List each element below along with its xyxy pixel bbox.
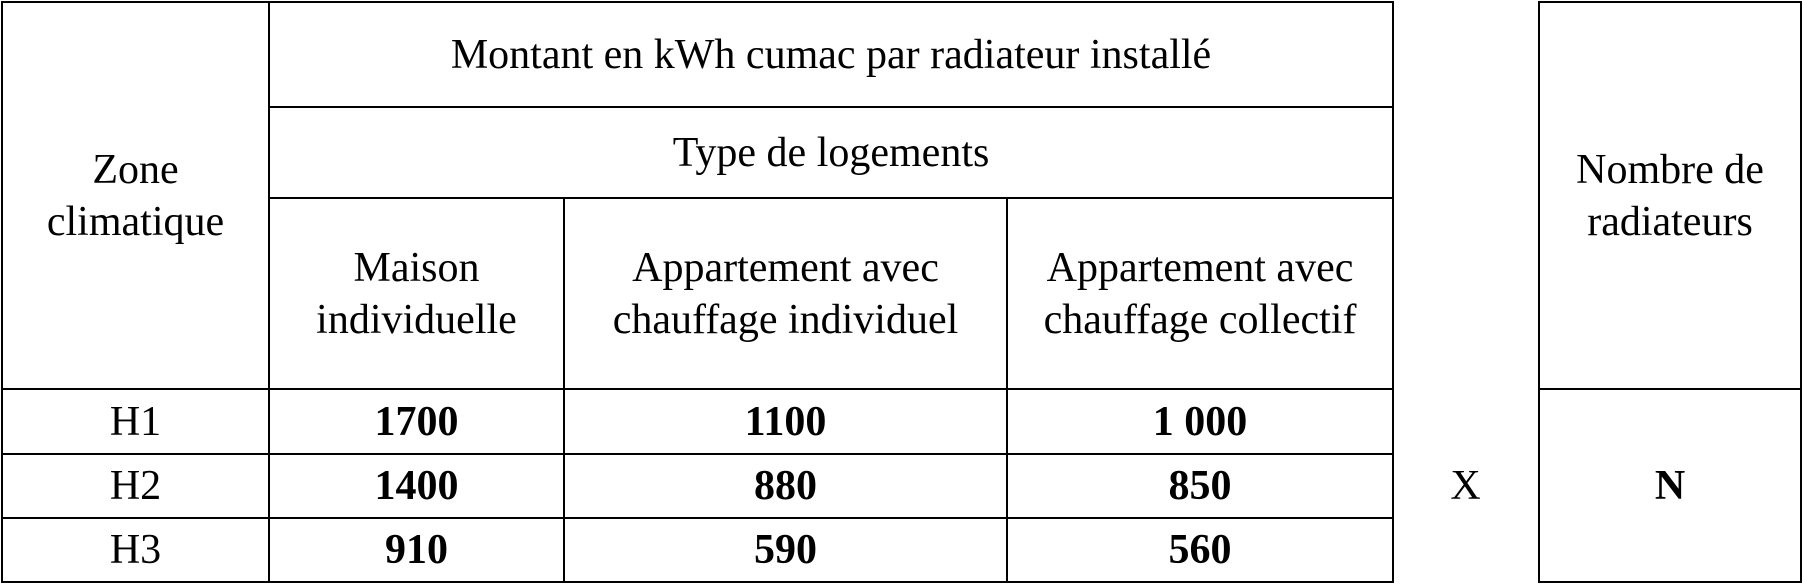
zone-cell: H3 [2,518,269,582]
column-header-maison: Maison individuelle [269,198,564,389]
zone-header: Zone climatique [2,2,269,389]
count-value: N [1539,389,1801,582]
value-cell: 1100 [564,389,1007,454]
value-cell: 910 [269,518,564,582]
multiplier-sign: X [1450,463,1481,509]
table-row [2,389,1393,454]
value-cell: 560 [1007,518,1393,582]
column-header-appartement-collectif: Appartement avec chauffage collectif [1007,198,1393,389]
zone-cell: H2 [2,454,269,518]
savings-table [1,1,1394,583]
column-header-appartement-individuel: Appartement avec chauffage individuel [564,198,1007,389]
table-row [2,518,1393,582]
radiator-count-table [1538,1,1802,583]
value-cell: 1400 [269,454,564,518]
type-header: Type de logements [269,107,1393,198]
table-row [2,454,1393,518]
amount-header: Montant en kWh cumac par radiateur installé [269,2,1393,107]
count-header: Nombre de radiateurs [1539,2,1801,389]
value-cell: 1700 [269,389,564,454]
value-cell: 590 [564,518,1007,582]
value-cell: 850 [1007,454,1393,518]
value-cell: 880 [564,454,1007,518]
zone-cell: H1 [2,389,269,454]
value-cell: 1 000 [1007,389,1393,454]
